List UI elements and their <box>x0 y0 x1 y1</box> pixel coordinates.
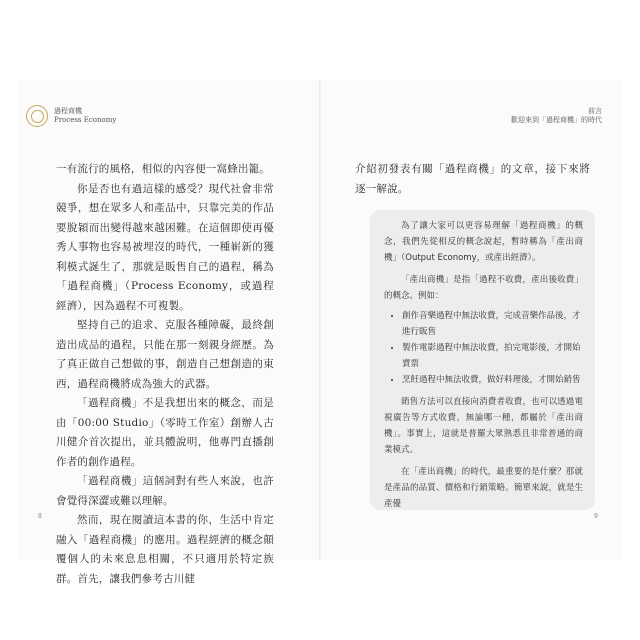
paragraph: 介紹初發表有關「過程商機」的文章，接下來將逐一解說。 <box>355 163 590 195</box>
book-gutter <box>319 80 321 560</box>
list-item: • 製作電影過程中無法收費，拍完電影後，才開始賣票 <box>402 340 583 372</box>
box-paragraph: 在「產出商機」的時代，最重要的是什麼？那就是產品的品質、價格和行銷策略。簡單來說，就是生產優 <box>384 467 583 509</box>
page-number-left: 8 <box>38 513 42 520</box>
page-number-right: 9 <box>594 513 598 520</box>
header-left <box>26 105 116 127</box>
chapter-label: 前言 <box>588 107 602 115</box>
chapter-title: 歡迎來到「過程商機」的時代 <box>511 116 602 124</box>
list-item: • 烹飪過程中無法收費，做好料理後，才開始銷售 <box>402 372 583 388</box>
paragraph: 你是否也有過這樣的感受？現代社會非常競爭，想在眾多人和產品中，只靠完美的作品要脫穎而出變得越來越困難。在這個即使再優秀人事物也容易被埋沒的時代，一種嶄新的獲利模式誕生了，那就是販售自己的過程，稱為「過程商機」（Process Economy，或過程經濟），因為過程不可複製。 <box>56 182 274 312</box>
box-paragraph: 銷售方法可以直接向消費者收費，也可以透過電視廣告等方式收費，無論哪一種，都屬於「產出商機」。事實上，這就是普羅大眾熟悉且非常普通的商業模式。 <box>384 397 583 455</box>
box-paragraph: 「產出商機」是指「過程不收費，產出後收費」的概念。例如： <box>384 275 583 301</box>
explanation-box <box>370 210 595 510</box>
running-title: 過程商機 <box>54 107 82 115</box>
paragraph: 「過程商機」不是我想出來的概念，而是由「00:00 Studio」（零時工作室）創辦人古川健介首次提出，並具體說明，他專門直播創作者的創作過程。 <box>56 397 274 468</box>
example-list <box>384 308 583 388</box>
paragraph: 堅持自己的追求、克服各種障礙，最終創造出成品的過程，只能在那一刻親身經歷。為了真正做自己想做的事，創造自己想創造的東西，過程商機將成為強大的武器。 <box>56 319 274 390</box>
paragraph: 「過程商機」這個詞對有些人來說，也許會覺得深澀或難以理解。 <box>56 475 274 507</box>
running-subtitle: Process Economy <box>54 116 117 124</box>
paragraph: 一有流行的風格，相似的內容便一窩蜂出籠。 <box>56 163 270 175</box>
right-page-body <box>355 160 590 199</box>
book-logo-icon <box>26 105 48 127</box>
header-right <box>511 107 602 125</box>
paragraph: 然而，現在閱讀這本書的你，生活中肯定融入「過程商機」的應用。過程經濟的概念顛覆個人的未來息息相關，不只適用於特定族群。首先，讓我們參考古川健 <box>56 514 274 585</box>
list-item: • 創作音樂過程中無法收費，完成音樂作品後，才進行販售 <box>402 308 583 340</box>
left-page-body <box>56 160 274 589</box>
box-paragraph: 為了讓大家可以更容易理解「過程商機」的概念，我們先從相反的概念說起，暫時稱為「產出商機」（Output Economy，或產出經濟）。 <box>384 221 583 263</box>
